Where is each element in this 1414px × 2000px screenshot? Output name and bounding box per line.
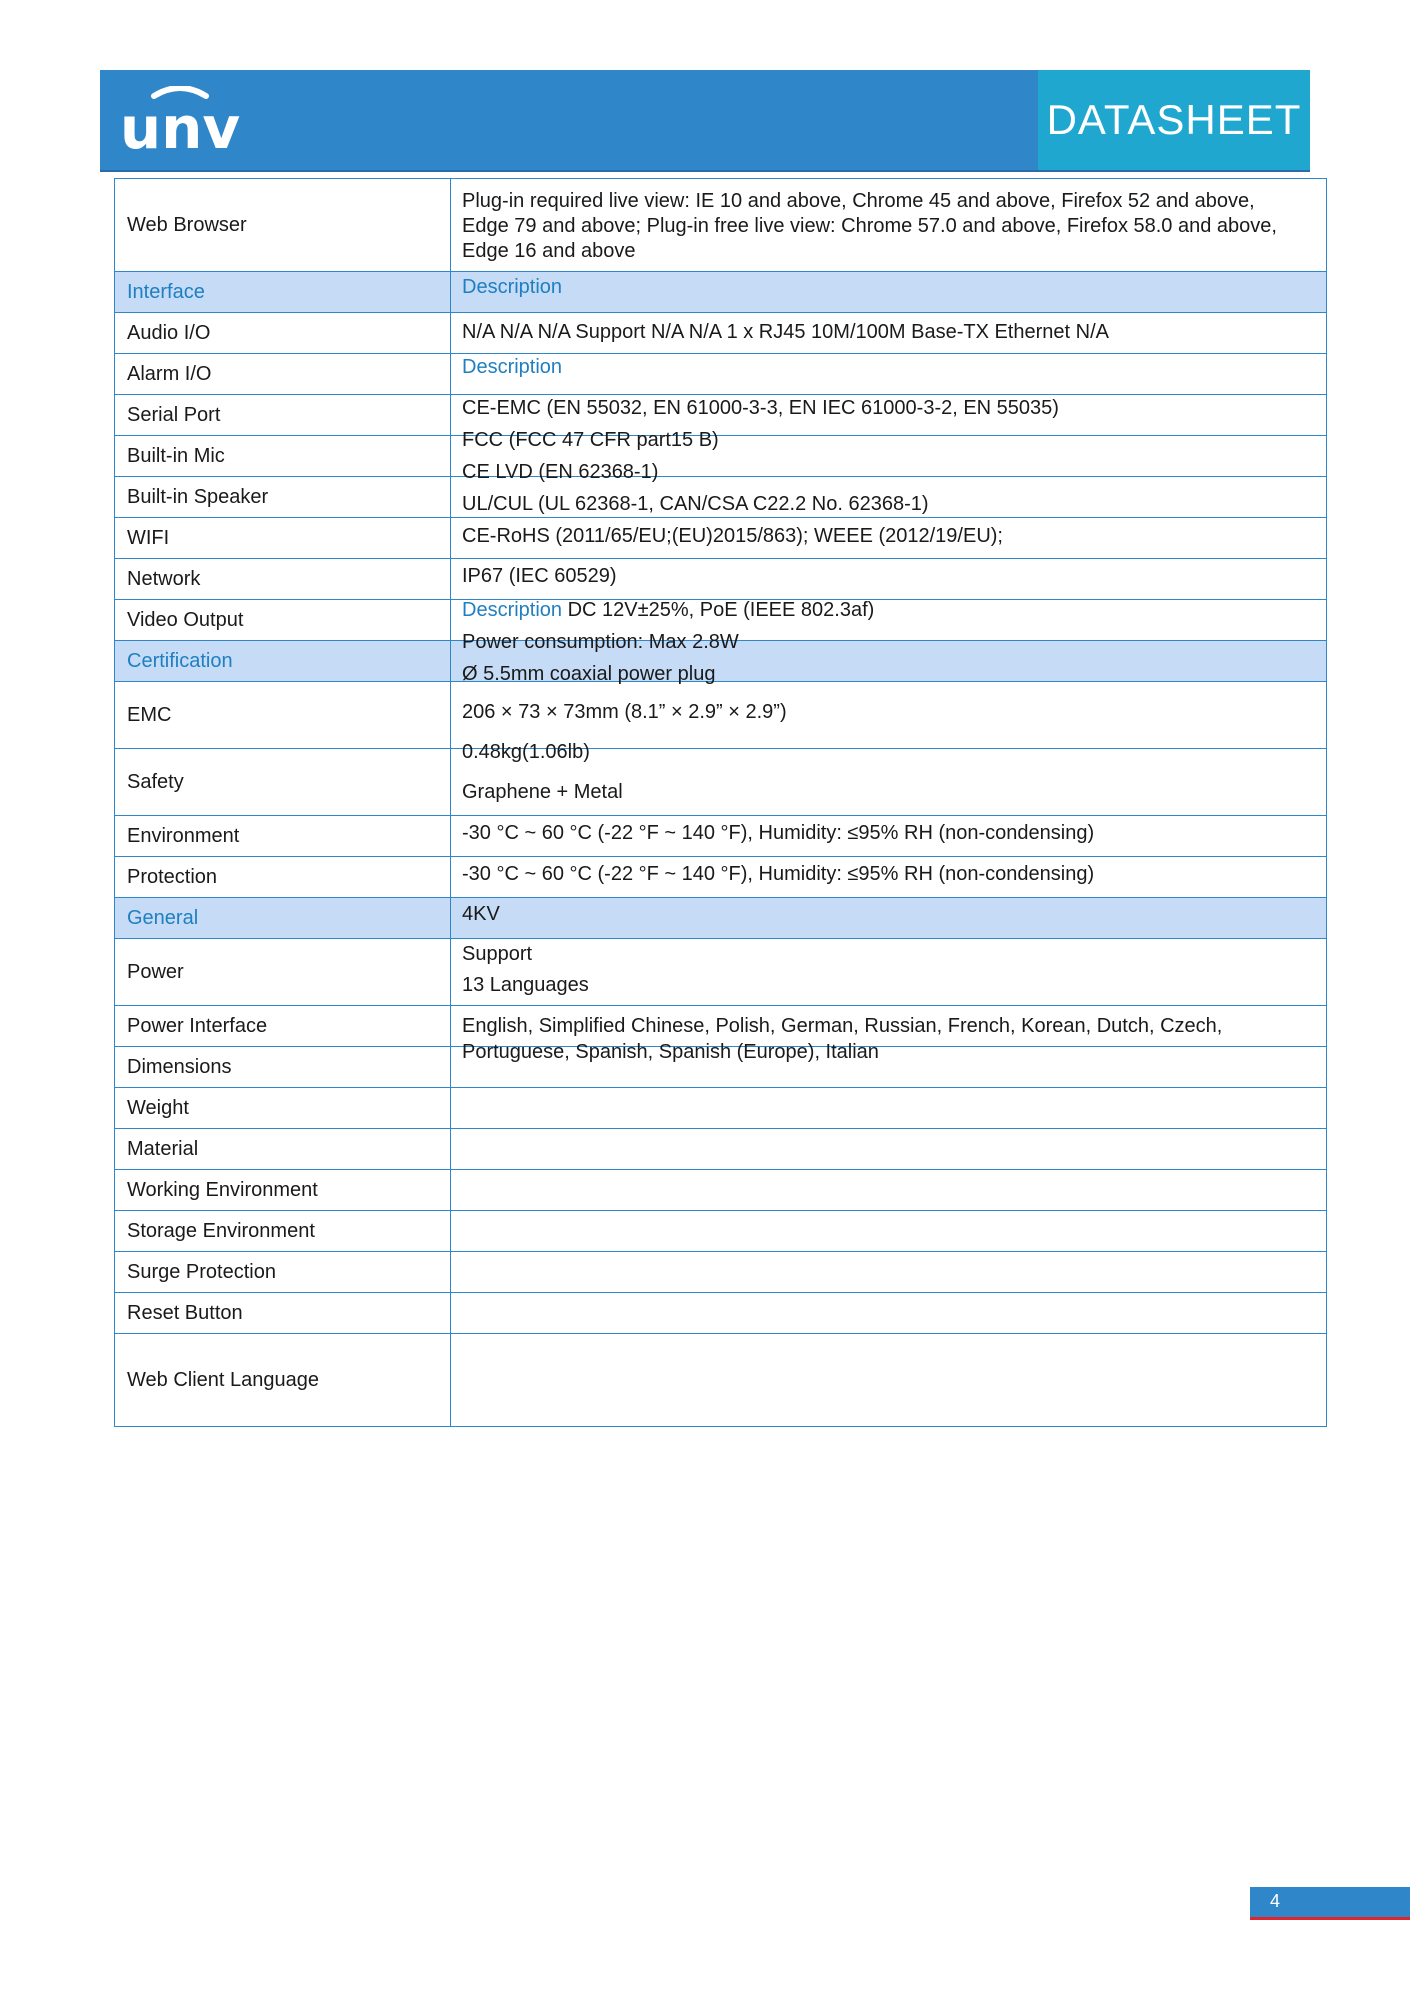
row-label: Reset Button: [115, 1293, 451, 1334]
section-row: [115, 272, 1327, 313]
table-row: [115, 1334, 1327, 1427]
row-label: Web Client Language: [115, 1334, 451, 1427]
web-browser-line-3: Edge 16 and above: [462, 240, 636, 262]
table-row: [115, 1088, 1327, 1129]
header-underline: [100, 170, 1310, 172]
languages-line-1: English, Simplified Chinese, Polish, German, Russian, French, Korean, Dutch, Czech,: [462, 1015, 1223, 1037]
row-label: Alarm I/O: [115, 354, 451, 395]
page-number: 4: [1270, 1891, 1281, 1911]
dimensions-line: 206 × 73 × 73mm (8.1” × 2.9” × 2.9”): [462, 701, 787, 723]
row-label: WIFI: [115, 518, 451, 559]
power-line: [462, 598, 874, 622]
section-label: Certification: [115, 641, 451, 682]
table-row: [115, 559, 1327, 600]
material-line: Graphene + Metal: [462, 781, 623, 803]
power-consumption-line: Power consumption: Max 2.8W: [462, 631, 739, 653]
languages-count-line: 13 Languages: [462, 974, 589, 996]
table-row: [115, 749, 1327, 816]
datasheet-label: DATASHEET: [1038, 70, 1310, 170]
table-row: [115, 1252, 1327, 1293]
table-row: [115, 436, 1327, 477]
row-label: Safety: [115, 749, 451, 816]
web-browser-line-2: Edge 79 and above; Plug-in free live view: Chrome 57.0 and above, Firefox 58.0 and above,: [462, 215, 1277, 237]
weight-line: 0.48kg(1.06lb): [462, 741, 590, 763]
general-description: Description: [462, 599, 563, 621]
reset-line: Support: [462, 943, 533, 965]
ip-line: IP67 (IEC 60529): [462, 565, 617, 587]
rohs-line: CE-RoHS (2011/65/EU;(EU)2015/863); WEEE (2012/19/EU);: [462, 525, 1003, 547]
certification-description: Description: [462, 356, 563, 378]
table-row: [115, 1129, 1327, 1170]
table-row: [115, 1211, 1327, 1252]
row-label: Weight: [115, 1088, 451, 1129]
row-label: Environment: [115, 816, 451, 857]
row-label: Audio I/O: [115, 313, 451, 354]
spec-table: [114, 178, 1327, 1427]
row-label: Power: [115, 939, 451, 1006]
row-label: Network: [115, 559, 451, 600]
table-row: [115, 1170, 1327, 1211]
row-label: Protection: [115, 857, 451, 898]
row-label: Web Browser: [115, 179, 451, 272]
surge-line: 4KV: [462, 903, 500, 925]
row-label: Surge Protection: [115, 1252, 451, 1293]
page-number-bar: [1250, 1887, 1410, 1920]
audio-line: N/A N/A N/A Support N/A N/A 1 x RJ45 10M/100M Base-TX Ethernet N/A: [462, 321, 1109, 343]
power-value: DC 12V±25%, PoE (IEEE 802.3af): [567, 599, 875, 621]
section-label: Interface: [115, 272, 451, 313]
section-label: General: [115, 898, 451, 939]
web-browser-line-1: Plug-in required live view: IE 10 and above, Chrome 45 and above, Firefox 52 and above,: [462, 190, 1255, 212]
logo-text: unv: [120, 94, 240, 156]
fcc-line: FCC (FCC 47 CFR part15 B): [462, 429, 719, 451]
row-label: Working Environment: [115, 1170, 451, 1211]
table-row: [115, 939, 1327, 1006]
row-label: Serial Port: [115, 395, 451, 436]
row-label: Built-in Speaker: [115, 477, 451, 518]
working-environment-line: -30 °C ~ 60 °C (-22 °F ~ 140 °F), Humidity: ≤95% RH (non-condensing): [462, 822, 1095, 844]
row-label: Storage Environment: [115, 1211, 451, 1252]
row-label: Video Output: [115, 600, 451, 641]
row-label: Material: [115, 1129, 451, 1170]
table-row: [115, 1293, 1327, 1334]
languages-line-2: Portuguese, Spanish, Spanish (Europe), Italian: [462, 1041, 879, 1063]
row-label: Dimensions: [115, 1047, 451, 1088]
row-label: EMC: [115, 682, 451, 749]
row-label: Power Interface: [115, 1006, 451, 1047]
emc-line: CE-EMC (EN 55032, EN 61000-3-3, EN IEC 61000-3-2, EN 55035): [462, 397, 1059, 419]
row-label: Built-in Mic: [115, 436, 451, 477]
storage-environment-line: -30 °C ~ 60 °C (-22 °F ~ 140 °F), Humidity: ≤95% RH (non-condensing): [462, 863, 1095, 885]
ce-lvd-line: CE LVD (EN 62368-1): [462, 461, 659, 483]
table-row: [115, 354, 1327, 395]
interface-description: Description: [462, 276, 563, 298]
section-row: [115, 898, 1327, 939]
unv-logo: [120, 86, 240, 156]
power-plug-line: Ø 5.5mm coaxial power plug: [462, 663, 716, 685]
ul-line: UL/CUL (UL 62368-1, CAN/CSA C22.2 No. 62368-1): [462, 493, 929, 515]
